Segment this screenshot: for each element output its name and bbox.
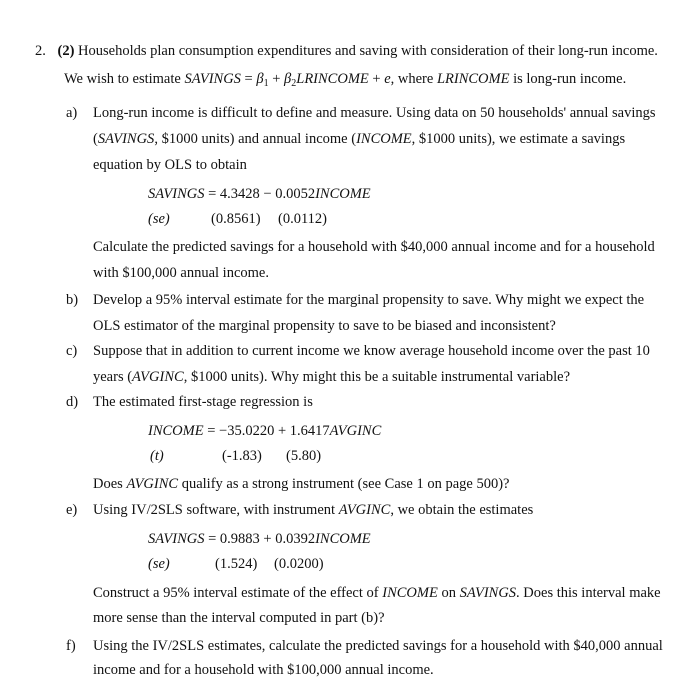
ols-se-2: (0.0112): [278, 211, 327, 227]
part-d-line-1: The estimated first-stage regression is: [93, 394, 313, 410]
part-c-line-1: Suppose that in addition to current income we know average household income over the past 10: [93, 343, 650, 359]
part-f-line-1: Using the IV/2SLS estimates, calculate the predicted savings for a household with $40,000 annual: [93, 638, 663, 654]
first-stage-t-2: (5.80): [286, 448, 322, 464]
part-a-line-1: Long-run income is difficult to define and measure. Using data on 50 households' annual savings: [93, 105, 656, 121]
part-e-question-1: Construct a 95% interval estimate of the effect of INCOME on SAVINGS. Does this interval make: [93, 585, 661, 601]
part-c-line-2: years (AVGINC, $1000 units). Why might this be a suitable instrumental variable?: [93, 369, 571, 385]
iv-se-1: (1.524): [215, 556, 258, 572]
estimate-lead: We wish to estimate: [64, 71, 181, 87]
where-tail: is long-run income.: [513, 71, 627, 87]
iv-se-label: (se): [148, 556, 170, 572]
where-lead: , where: [390, 71, 434, 87]
part-f-label: f): [66, 638, 76, 654]
part-a-label: a): [66, 105, 78, 121]
part-e-label: e): [66, 502, 78, 518]
part-d-question: Does AVGINC qualify as a strong instrument (see Case 1 on page 500)?: [93, 476, 510, 492]
first-stage-t-1: (-1.83): [222, 448, 262, 464]
first-stage-equation: INCOME = −35.0220 + 1.6417AVGINC: [148, 423, 382, 439]
part-b-label: b): [66, 292, 79, 308]
part-a-question-1: Calculate the predicted savings for a household with $40,000 annual income and for a household: [93, 239, 655, 255]
question-intro: Households plan consumption expenditures and saving with consideration of their long-run income.: [78, 43, 658, 59]
var-avginc: AVGINC: [132, 369, 184, 385]
model-equation: SAVINGS = $\beta_1$ + $\beta_2LRINCOME + e$: [184, 71, 391, 89]
question-header: [35, 42, 658, 60]
part-a-question-2: with $100,000 annual income.: [93, 265, 269, 281]
part-a-line-3: equation by OLS to obtain: [93, 157, 247, 173]
ols-equation: SAVINGS = 4.3428 − 0.0052INCOME: [148, 186, 371, 202]
var-savings: SAVINGS: [97, 131, 155, 147]
part-f-line-2: income and for a household with $100,000 annual income.: [93, 662, 434, 678]
ols-se-label: (se): [148, 211, 170, 227]
var-income: INCOME: [356, 131, 412, 147]
iv-se-2: (0.0200): [274, 556, 324, 572]
model-statement: [64, 70, 626, 88]
part-a-line-2: (SAVINGS, $1000 units) and annual income (INCOME, $1000 units), we estimate a savings: [93, 131, 626, 147]
part-b-line-2: OLS estimator of the marginal propensity to save to be biased and inconsistent?: [93, 318, 556, 334]
ols-se-1: (0.8561): [211, 211, 261, 227]
part-e-line-1: Using IV/2SLS software, with instrument AVGINC, we obtain the estimates: [93, 502, 534, 518]
question-points: (2): [57, 43, 75, 59]
part-b-line-1: Develop a 95% interval estimate for the marginal propensity to save. Why might we expect the: [93, 292, 645, 308]
part-e-question-2: more sense than the interval computed in part (b)?: [93, 610, 385, 626]
where-var: LRINCOME: [436, 71, 510, 87]
part-c-label: c): [66, 343, 78, 359]
question-number: 2.: [35, 43, 46, 59]
first-stage-t-label: (t): [150, 448, 164, 464]
part-d-label: d): [66, 394, 79, 410]
iv-equation: SAVINGS = 0.9883 + 0.0392INCOME: [148, 531, 371, 547]
